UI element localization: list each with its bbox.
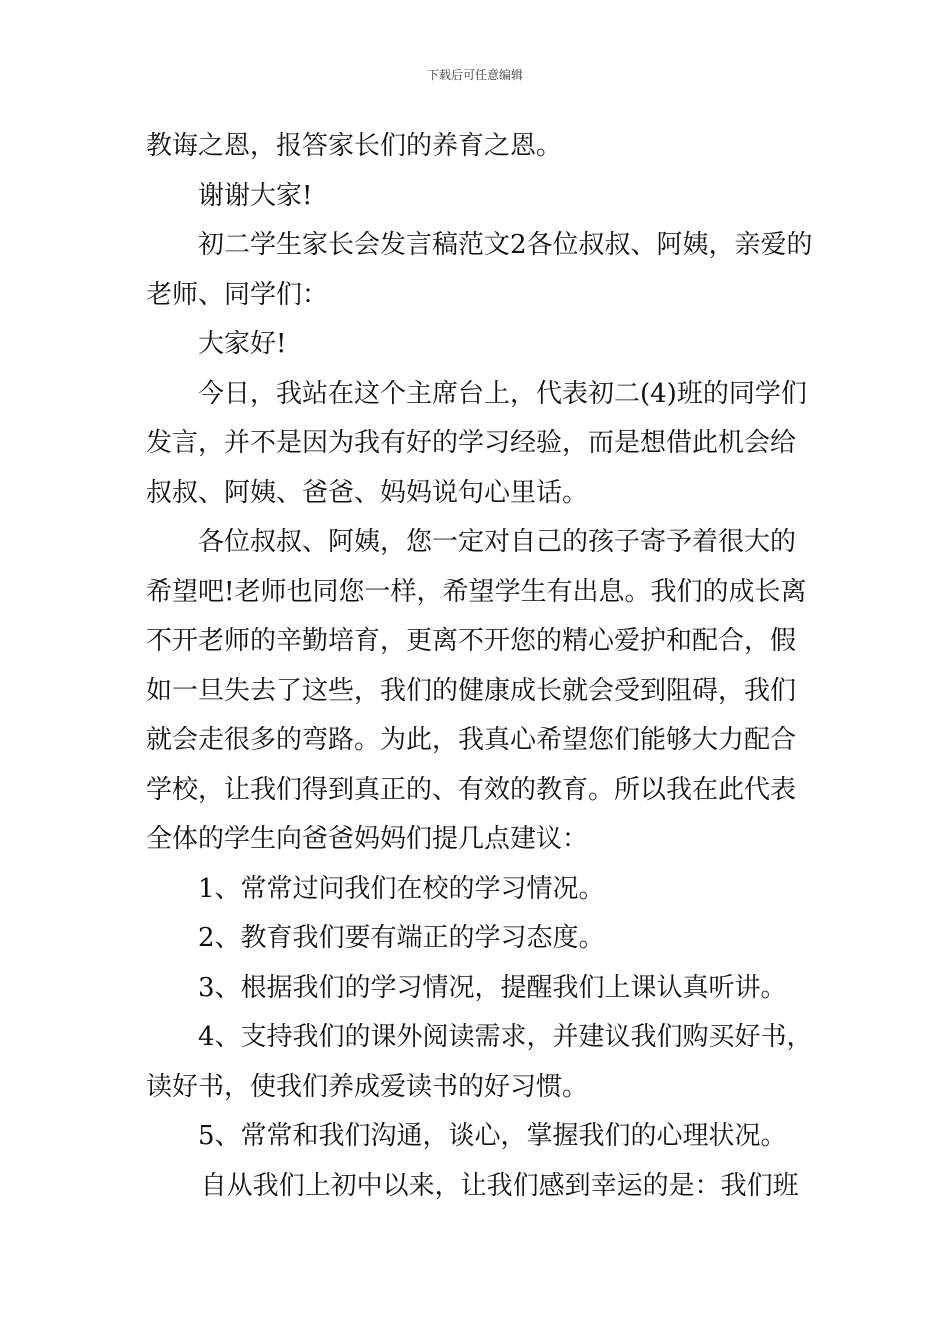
paragraph-5: 今日，我站在这个主席台上，代表初二(4)班的同学们发言，并不是因为我有好的学习经验，而是想借此机会给叔叔、阿姨、爸爸、妈妈说句心里话。 (146, 378, 807, 508)
list-item-5: 5、常常和我们沟通，谈心，掌握我们的心理状况。 (198, 1121, 787, 1151)
list-item-1: 1、常常过问我们在校的学习情况。 (198, 873, 605, 904)
list-item-2: 2、教育我们要有端正的学习态度。 (198, 923, 605, 953)
paragraph-6: 各位叔叔、阿姨，您一定对自己的孩子寄予着很大的希望吧!老师也同您一样，希望学生有出息。我们的成长离不开老师的辛勤培育，更离不开您的精心爱护和配合，假如一旦失去了这些，我们的健康成长就会受到阻碍，我们就会走很多的弯路。为此，我真心希望您们能够大力配合学校，让我们得到真正的、有效的教育。所以我在此代表全体的学生向爸爸妈妈们提几点建议： (146, 527, 807, 854)
paragraph-2: 谢谢大家! (198, 180, 313, 211)
list-item-4: 4、支持我们的课外阅读需求，并建议我们购买好书，读好书，使我们养成爱读书的好习惯。 (146, 1022, 813, 1102)
paragraph-3: 初二学生家长会发言稿范文2各位叔叔、阿姨，亲爱的老师、同学们： (146, 230, 813, 310)
document-body (146, 122, 816, 1211)
paragraph-1: 教诲之恩，报答家长们的养育之恩。 (146, 131, 563, 161)
paragraph-4: 大家好! (198, 329, 287, 359)
list-item-3: 3、根据我们的学习情况，提醒我们上课认真听讲。 (198, 972, 787, 1003)
page-header: 下载后可任意编辑 (426, 68, 523, 82)
paragraph-7: 自从我们上初中以来，让我们感到幸运的是：我们班 (200, 1170, 799, 1201)
